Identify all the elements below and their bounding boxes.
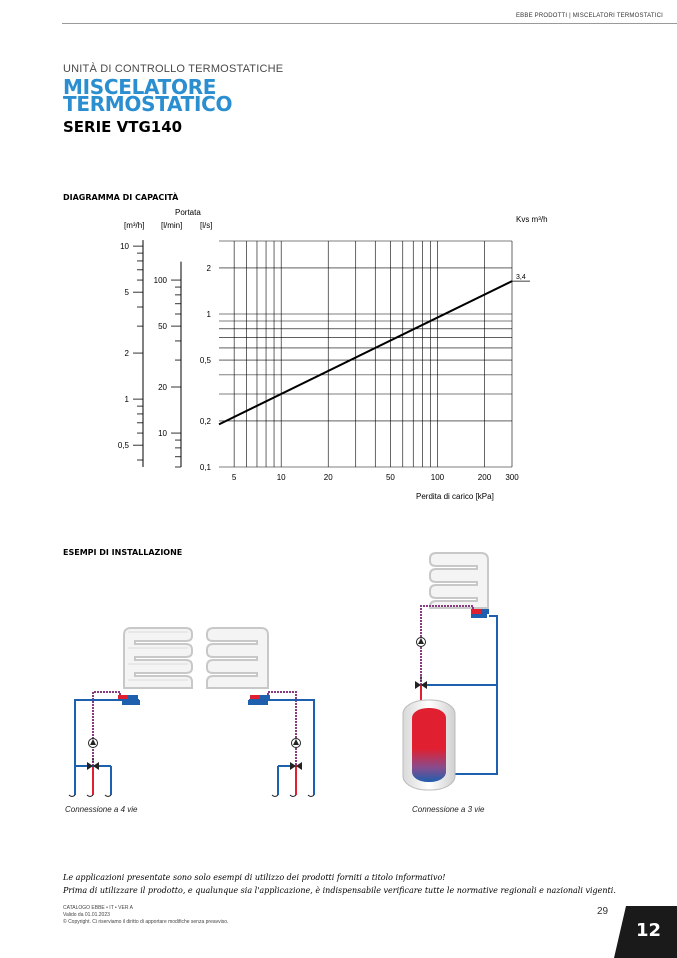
- chart-grid: [219, 241, 512, 467]
- y-tick-label-ls: 1: [206, 309, 211, 319]
- footer-catalog: CATALOGO EBBE • IT • VER A: [63, 905, 133, 911]
- pipe-cold-right: [250, 700, 314, 765]
- product-series: SERIE VTG140: [63, 118, 183, 136]
- product-title-line2: TERMOSTATICO: [63, 92, 233, 116]
- unit-lmin-label: [l/min]: [161, 221, 183, 230]
- caption-4way: Connessione a 4 vie: [65, 805, 138, 814]
- footer-valid: Valido da 01.01.2023: [63, 912, 110, 918]
- pipe-hot-right: [268, 692, 296, 765]
- y-tick-label-lmin: 50: [158, 322, 167, 332]
- capacity-heading: DIAGRAMMA DI CAPACITÀ: [63, 193, 179, 202]
- x-tick-label: 300: [505, 473, 519, 482]
- x-tick-label: 10: [276, 473, 286, 482]
- y-tick-label-ls: 2: [206, 263, 211, 273]
- y-tick-label-ls: 0,1: [199, 463, 211, 472]
- chart-series: [219, 274, 530, 424]
- footnote-line2: Prima di utilizzare il prodotto, e qualunque sia l'applicazione, è indispensabile verificare tutte le normative regionali e nazionali vigenti.: [63, 886, 616, 895]
- x-axis-label: Perdita di carico [kPa]: [416, 492, 494, 501]
- y-tick-label-lmin: 100: [153, 276, 167, 286]
- floor-panel-left: [124, 628, 192, 688]
- unit-ls-label: [l/s]: [200, 221, 213, 230]
- footer-copyright: © Copyright. Ci riserviamo il diritto di apportare modifiche senza preavviso.: [63, 919, 229, 925]
- y-tick-label-m3h: 1: [124, 395, 129, 405]
- installation-diagrams: [0, 540, 677, 810]
- x-tick-label: 200: [477, 473, 492, 482]
- y-tick-label-m3h: 5: [124, 288, 129, 298]
- x-tick-label: 50: [385, 473, 395, 482]
- pipe-hot-left: [93, 692, 120, 765]
- page-number: 29: [597, 906, 609, 917]
- floor-panel-right: [207, 628, 268, 688]
- y-tick-label-lmin: 10: [158, 429, 167, 439]
- x-tick-label: 100: [430, 473, 445, 482]
- y-tick-label-m3h: 10: [120, 242, 129, 252]
- kvs-curve: [219, 281, 512, 424]
- x-tick-label: 5: [231, 473, 237, 482]
- caption-3way: Connessione a 3 vie: [412, 805, 485, 814]
- manifold-cold-3way: [481, 609, 489, 614]
- footnote-line1: Le applicazioni presentate sono solo esempi di utilizzo dei prodotti forniti a titolo informativo!: [63, 873, 446, 882]
- chart-axes: [118, 240, 519, 482]
- header-breadcrumb: EBBE PRODOTTI | MISCELATORI TERMOSTATICI: [515, 13, 663, 19]
- chapter-number: 12: [636, 920, 662, 941]
- install-heading: ESEMPI DI INSTALLAZIONE: [63, 548, 183, 557]
- pipe-cold-left: [75, 700, 138, 765]
- product-title-line1: MISCELATORE: [63, 75, 217, 99]
- category-subtitle: UNITÀ DI CONTROLLO TERMOSTATICHE: [63, 63, 284, 75]
- pipe-hot-3way: [421, 606, 473, 685]
- kvs-label: Kvs m³/h: [516, 215, 548, 224]
- y-tick-label-m3h: 0,5: [117, 441, 129, 451]
- y-tick-label-m3h: 2: [124, 349, 129, 359]
- portata-label: Portata: [175, 208, 201, 217]
- y-tick-label-lmin: 20: [158, 382, 167, 392]
- y-tick-label-ls: 0,2: [199, 416, 211, 426]
- x-tick-label: 20: [323, 473, 333, 482]
- storage-tank: [403, 700, 455, 790]
- pipe-cold-3way: [455, 616, 497, 774]
- y-tick-label-ls: 0,5: [199, 356, 211, 366]
- manifold-hot-3way: [471, 609, 481, 614]
- floor-panel-3way: [430, 553, 488, 608]
- kvs-value-label: 3,4: [516, 274, 526, 282]
- unit-m3h-label: [m³/h]: [124, 221, 145, 230]
